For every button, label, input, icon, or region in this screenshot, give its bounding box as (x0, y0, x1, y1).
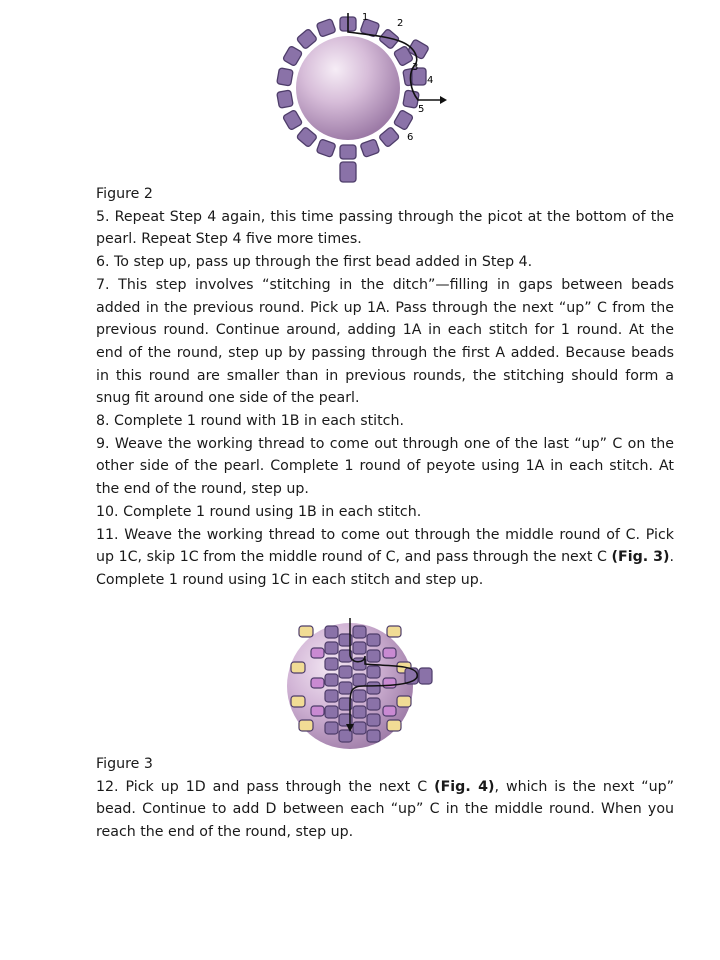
fig-4-reference: (Fig. 4) (434, 778, 495, 795)
arrowhead (440, 96, 447, 104)
label-1: 1 (362, 12, 369, 23)
bead (316, 139, 336, 158)
bead-pink (383, 678, 396, 688)
bead (353, 642, 366, 654)
step-8: 8. Complete 1 round with 1B in each stitch. (96, 413, 404, 430)
bead (325, 626, 338, 638)
label-5: 5 (418, 104, 425, 115)
bead-pink (311, 678, 324, 688)
bead (283, 110, 303, 131)
bead-pink (311, 706, 324, 716)
bead (367, 714, 380, 726)
bead (296, 28, 317, 49)
bead (316, 19, 336, 38)
bead (325, 690, 338, 702)
figure-3-caption: Figure 3 (96, 756, 153, 772)
step-11 (96, 524, 674, 592)
bead (325, 722, 338, 734)
label-2: 2 (397, 18, 404, 29)
bead-yellow (291, 696, 305, 707)
bead (367, 634, 380, 646)
label-6: 6 (407, 132, 414, 143)
bead (340, 145, 356, 159)
bead-yellow (397, 696, 411, 707)
bead (325, 674, 338, 686)
bead (353, 626, 366, 638)
fig-3-reference: (Fig. 3) (611, 549, 670, 566)
step-7: 7. This step involves “stitching in the ditch”—filling in gaps between beads added in the previous round. Pick up 1A. Pass through the next “up” C from the previous round. Continue around, adding 1A in each stitch for 1 round. At the end of the round, step up by passing through the first A added. Because beads in this round are smaller than in previous rounds, the stitching should form a snug fit around one side of the pearl. (96, 276, 674, 407)
bead-pink (383, 706, 396, 716)
bead (367, 730, 380, 742)
bead-pink (311, 648, 324, 658)
bead (367, 698, 380, 710)
bead-yellow (299, 720, 313, 731)
bead (367, 650, 380, 662)
figure-2-caption: Figure 2 (96, 186, 153, 202)
bead (367, 666, 380, 678)
bead (296, 127, 317, 148)
bead-yellow (299, 626, 313, 637)
bead (325, 658, 338, 670)
bead (339, 666, 352, 678)
pearl (296, 36, 400, 140)
step-11-text-end: . Complete 1 round using 1C in each stitch and step up. (96, 549, 674, 588)
bead (379, 127, 400, 148)
figure-3-illustration (285, 616, 445, 751)
bead-yellow (291, 662, 305, 673)
step-12-text: 12. Pick up 1D and pass through the next C (96, 778, 428, 795)
instructions-block-2 (96, 753, 674, 844)
bead-yellow (387, 626, 401, 637)
bead (325, 706, 338, 718)
step-12 (96, 776, 674, 844)
bead (277, 90, 294, 108)
step-12-text-end: , which is the next “up” bead. Continue to add D between each “up” C in the middle round. When you reach the end of the round, step up. (96, 778, 674, 841)
label-4: 4 (427, 75, 434, 86)
bead (360, 139, 380, 158)
label-3: 3 (412, 62, 419, 73)
step-10: 10. Complete 1 round using 1B in each stitch. (96, 503, 422, 520)
bead (339, 682, 352, 694)
step-5: 5. Repeat Step 4 again, this time passing through the picot at the bottom of the pearl. Repeat Step 4 five more times. (96, 208, 674, 248)
bead (353, 690, 366, 702)
step-11-text: 11. Weave the working thread to come out through the middle round of C. Pick up 1C, skip 1C from the middle round of C, and pass through the next C (96, 526, 674, 566)
bead (353, 722, 366, 734)
instructions-block-1 (96, 183, 674, 592)
step-6: 6. To step up, pass up through the first bead added in Step 4. (96, 254, 533, 271)
bead (367, 682, 380, 694)
step-9: 9. Weave the working thread to come out through one of the last “up” C on the other side of the pearl. Complete 1 round of peyote using 1A in each stitch. At the end of the round, step up. (96, 435, 674, 498)
bead-yellow (387, 720, 401, 731)
bead (283, 46, 303, 67)
bead (353, 706, 366, 718)
picot-bead (340, 162, 356, 182)
figure-2-illustration (270, 8, 450, 186)
bead-added (419, 668, 432, 684)
bead (393, 110, 413, 131)
bead-pink (383, 648, 396, 658)
bead (353, 674, 366, 686)
bead (277, 68, 294, 86)
bead (325, 642, 338, 654)
